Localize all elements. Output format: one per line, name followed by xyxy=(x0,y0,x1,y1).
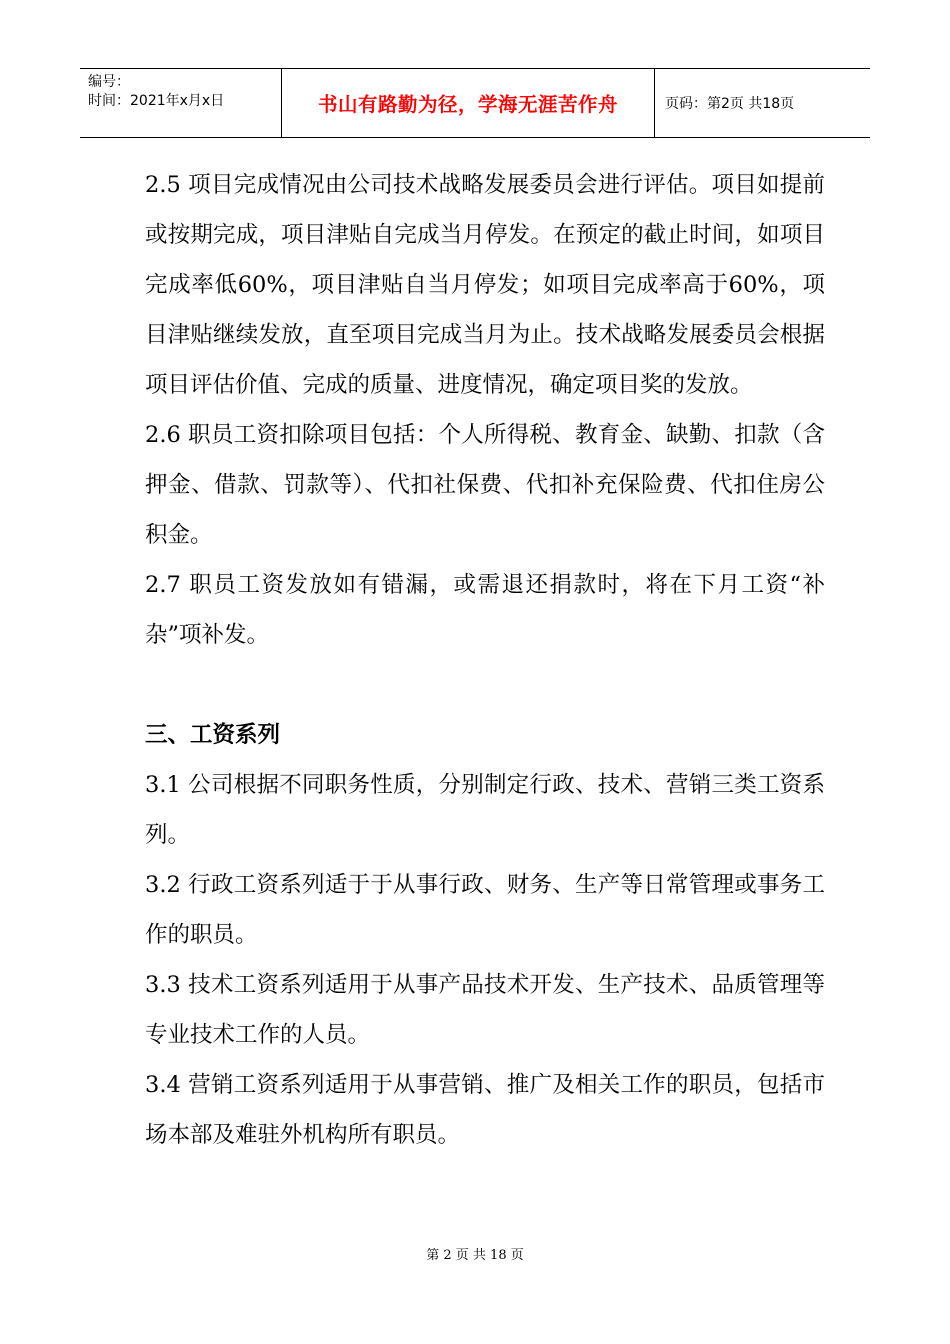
paragraph-3-1: 3.1 公司根据不同职务性质，分别制定行政、技术、营销三类工资系列。 xyxy=(145,772,825,848)
paragraph-2-7: 2.7 职员工资发放如有错漏，或需退还捐款时，将在下月工资“补杂”项补发。 xyxy=(145,572,825,648)
page-footer: 第 2 页 共 18 页 xyxy=(426,1248,524,1263)
header-motto: 书山有路勤为径，学海无涯苦作舟 xyxy=(282,69,655,137)
section-spacer xyxy=(145,660,825,710)
paragraph-2-6: 2.6 职员工资扣除项目包括：个人所得税、教育金、缺勤、扣款（含押金、借款、罚款等）、代扣社保费、代扣补充保险费、代扣住房公积金。 xyxy=(145,422,825,548)
paragraph-3-2: 3.2 行政工资系列适于于从事行政、财务、生产等日常管理或事务工作的职员。 xyxy=(145,872,825,948)
paragraph-3-4: 3.4 营销工资系列适用于从事营销、推广及相关工作的职员，包括市场本部及难驻外机构所有职员。 xyxy=(145,1072,825,1148)
paragraph-3-3: 3.3 技术工资系列适用于从事产品技术开发、生产技术、品质管理等专业技术工作的人员。 xyxy=(145,972,825,1048)
paragraph-2-5: 2.5 项目完成情况由公司技术战略发展委员会进行评估。项目如提前或按期完成，项目津贴自完成当月停发。在预定的截止时间，如项目完成率低60%，项目津贴自当月停发；如项目完成率高于60%，项目津贴继续发放，直至项目完成当月为止。技术战略发展委员会根据项目评估价值、完成的质量、进度情况，确定项目奖的发放。 xyxy=(145,172,825,398)
header-page-info: 页码：第2页 共18页 xyxy=(665,96,795,112)
document-time-label: 时间：2021年x月x日 xyxy=(88,93,225,109)
document-number-label: 编号： xyxy=(88,74,130,90)
page-header xyxy=(80,68,870,138)
document-body xyxy=(145,160,825,1160)
section-title: 三、工资系列 xyxy=(145,722,281,748)
header-meta xyxy=(80,69,282,137)
